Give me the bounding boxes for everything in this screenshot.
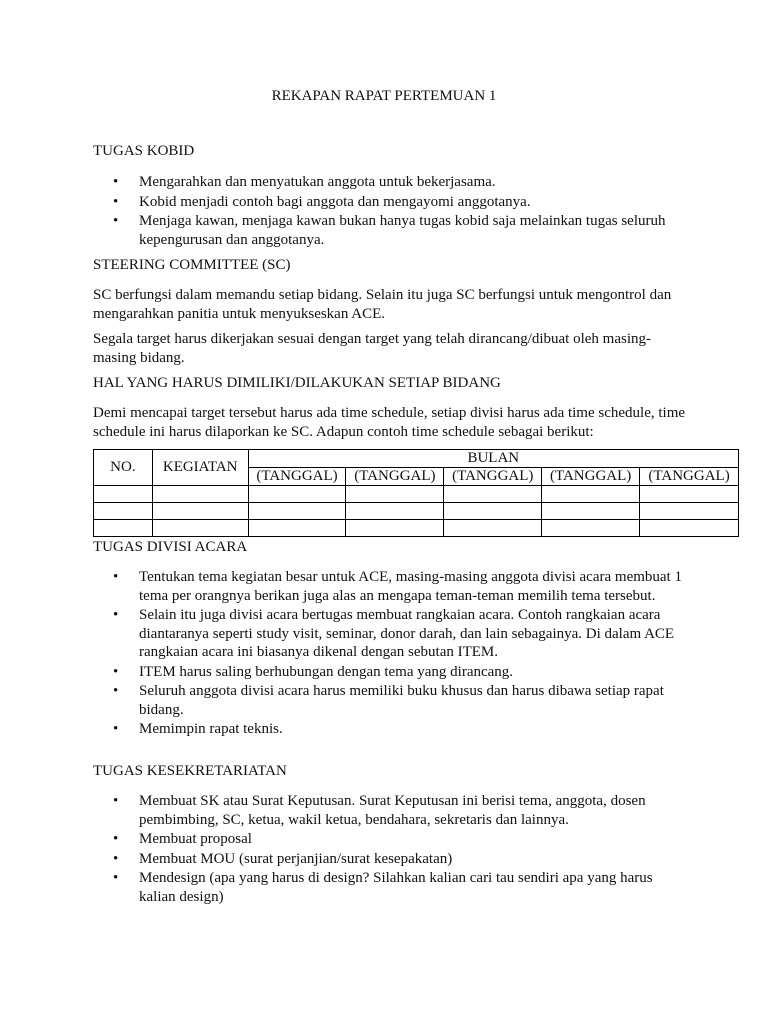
table-cell: [152, 520, 248, 537]
list-item: • Membuat proposal: [113, 831, 252, 847]
table-row: [94, 503, 739, 520]
list-item: • Seluruh anggota divisi acara harus memiliki buku khusus dan harus dibawa setiap rapat bidang.: [113, 683, 664, 718]
bullet-icon: •: [113, 663, 119, 680]
table-cell: [94, 520, 153, 537]
heading-tugas-kobid: TUGAS KOBID: [93, 143, 195, 159]
bullet-icon: •: [113, 213, 119, 229]
bullet-icon: •: [113, 607, 119, 623]
list-divisi-acara: [93, 568, 683, 740]
bullet-icon: •: [113, 721, 119, 737]
table-cell: [248, 486, 346, 503]
list-item: • Memimpin rapat teknis.: [113, 721, 283, 737]
heading-kesekretariatan: TUGAS KESEKRETARIATAN: [93, 763, 287, 779]
bullet-icon: •: [113, 174, 119, 190]
heading-steering-committee: STEERING COMMITTEE (SC): [93, 257, 291, 273]
paragraph-sc-fungsi: SC berfungsi dalam memandu setiap bidang. Selain itu juga SC berfungsi untuk mengontrol dan mengarahkan panitia untuk menyukseskan ACE.: [93, 287, 672, 322]
table-cell: [640, 503, 739, 520]
bullet-icon: •: [113, 683, 119, 699]
table-cell: [152, 486, 248, 503]
bullet-icon: •: [113, 569, 119, 585]
list-kesekretariatan: [93, 792, 683, 907]
document-title: REKAPAN RAPAT PERTEMUAN 1: [271, 88, 497, 104]
bullet-icon: •: [113, 850, 119, 867]
bullet-icon: •: [113, 870, 119, 886]
list-item: • Membuat MOU (surat perjanjian/surat kesepakatan): [113, 850, 453, 867]
time-schedule-table: [93, 449, 739, 537]
table-cell: [542, 520, 640, 537]
header-bulan: BULAN: [248, 450, 738, 468]
header-tanggal: (TANGGAL): [542, 468, 640, 486]
heading-hal-setiap-bidang: HAL YANG HARUS DIMILIKI/DILAKUKAN SETIAP BIDANG: [93, 375, 501, 391]
table-cell: [94, 486, 153, 503]
header-tanggal: (TANGGAL): [444, 468, 542, 486]
table-cell: [248, 520, 346, 537]
paragraph-time-schedule: Demi mencapai target tersebut harus ada time schedule, setiap divisi harus ada time schedule, time schedule ini harus dilaporkan ke SC. Adapun contoh time schedule sebagai berikut:: [93, 405, 686, 440]
header-tanggal: (TANGGAL): [640, 468, 739, 486]
list-item: • ITEM harus saling berhubungan dengan tema yang dirancang.: [113, 663, 514, 680]
list-item: • Menjaga kawan, menjaga kawan bukan hanya tugas kobid saja melainkan tugas seluruh kepengurusan dan anggotanya.: [113, 213, 666, 248]
list-tugas-kobid: [93, 173, 683, 250]
header-no: NO.: [94, 450, 153, 486]
list-item: • Membuat SK atau Surat Keputusan. Surat Keputusan ini berisi tema, anggota, dosen pembimbing, SC, ketua, wakil ketua, bendahara, sekretaris dan lainnya.: [113, 793, 646, 828]
table-cell: [346, 486, 444, 503]
list-item: • Kobid menjadi contoh bagi anggota dan mengayomi anggotanya.: [113, 193, 531, 210]
table-cell: [542, 503, 640, 520]
heading-divisi-acara: TUGAS DIVISI ACARA: [93, 539, 248, 555]
list-item: • Selain itu juga divisi acara bertugas membuat rangkaian acara. Contoh rangkaian acara diantaranya seperti study visit, seminar, donor darah, dan lain sebagainya. Di dalam ACE rangkaian acara ini biasanya dikenal dengan sebutan ITEM.: [113, 607, 675, 660]
table-cell: [346, 503, 444, 520]
bullet-icon: •: [113, 831, 119, 847]
table-cell: [640, 486, 739, 503]
table-row: [94, 486, 739, 503]
list-item: • Mengarahkan dan menyatukan anggota untuk bekerjasama.: [113, 174, 496, 190]
list-item: • Mendesign (apa yang harus di design? Silahkan kalian cari tau sendiri apa yang harus kalian design): [113, 870, 653, 905]
table-cell: [346, 520, 444, 537]
header-kegiatan: KEGIATAN: [152, 450, 248, 486]
table-row: [94, 520, 739, 537]
bullet-icon: •: [113, 193, 119, 210]
table-cell: [94, 503, 153, 520]
list-item: • Tentukan tema kegiatan besar untuk ACE, masing-masing anggota divisi acara membuat 1 tema per orangnya berikan juga alas an mengapa teman-teman memilih tema tersebut.: [113, 569, 682, 604]
header-tanggal: (TANGGAL): [248, 468, 346, 486]
table-cell: [152, 503, 248, 520]
table-cell: [444, 520, 542, 537]
table-cell: [444, 503, 542, 520]
table-cell: [248, 503, 346, 520]
table-cell: [444, 486, 542, 503]
header-tanggal: (TANGGAL): [346, 468, 444, 486]
table-cell: [640, 520, 739, 537]
bullet-icon: •: [113, 793, 119, 809]
table-cell: [542, 486, 640, 503]
paragraph-target: Segala target harus dikerjakan sesuai dengan target yang telah dirancang/dibuat oleh masing-masing bidang.: [93, 331, 652, 366]
